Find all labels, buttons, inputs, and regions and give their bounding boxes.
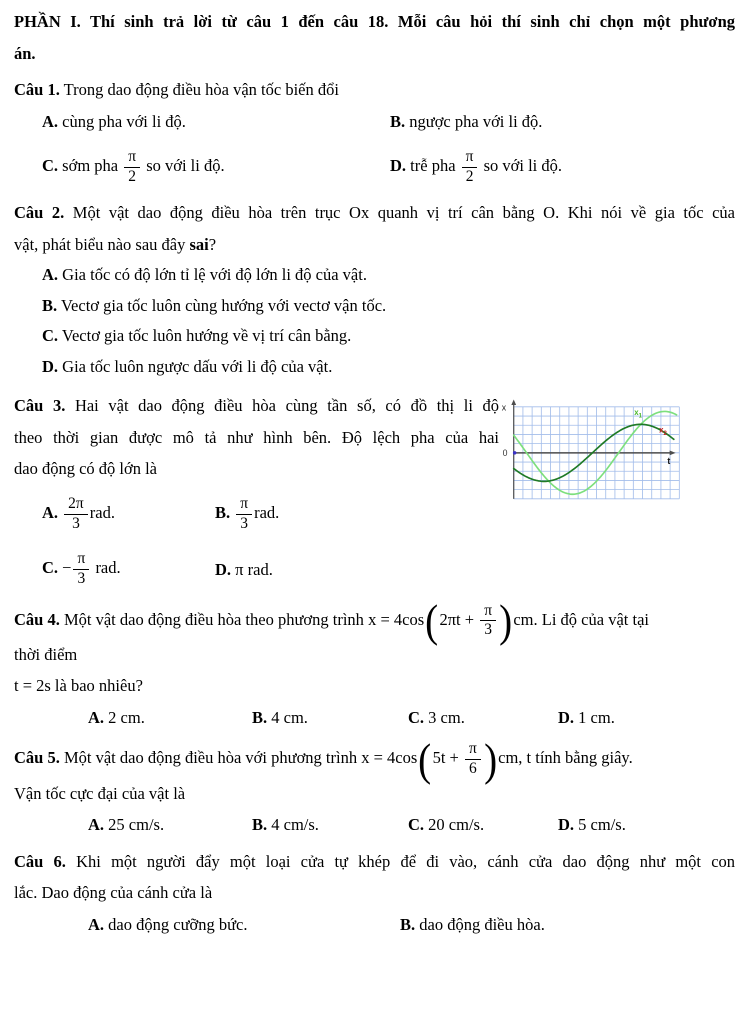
option-b <box>390 106 542 138</box>
option-text: dao động cưỡng bức. <box>108 914 248 934</box>
option-d <box>558 809 626 841</box>
option-label: A. <box>88 914 105 934</box>
option-c <box>408 809 558 841</box>
equation-inner: 5t + <box>432 748 459 768</box>
option-text: 25 cm/s. <box>108 815 165 835</box>
option-c <box>42 149 390 185</box>
option-label: D. <box>558 815 575 835</box>
question-5-line-2: Vận tốc cực đại của vật là <box>14 783 186 803</box>
question-2-line-1 <box>14 197 735 229</box>
option-b <box>215 496 279 532</box>
option-label: A. <box>88 707 105 727</box>
option-text-post: rad. <box>89 503 115 523</box>
option-text: Vectơ gia tốc luôn hướng về vị trí cân bằng. <box>61 326 352 345</box>
fraction-numerator: π <box>236 496 252 515</box>
option-text-post: rad. <box>95 558 121 578</box>
option-label: D. <box>215 559 232 579</box>
option-c <box>14 321 735 352</box>
option-d <box>215 554 273 586</box>
option-label: D. <box>390 155 407 175</box>
minus-sign: − <box>62 558 72 578</box>
question-text: Khi một người đẩy một loại cửa tự khép để đi vào, cánh cửa dao động như một con <box>76 851 736 871</box>
x-axis-label: t <box>667 455 671 466</box>
option-a <box>14 260 735 291</box>
question-3-options-ab <box>14 490 499 540</box>
option-a <box>42 496 215 532</box>
y-axis-label: x <box>501 402 507 413</box>
option-text-post: rad. <box>254 503 280 523</box>
option-label: C. <box>42 155 59 175</box>
option-text-pre: sớm pha <box>62 155 119 175</box>
header-line-2: án. <box>14 43 36 63</box>
option-text: 4 cm. <box>271 707 308 727</box>
question-4-line-3: t = 2s là bao nhiêu? <box>14 676 143 696</box>
question-text: ? <box>208 234 217 254</box>
option-text: 4 cm/s. <box>271 815 319 835</box>
fraction <box>478 603 498 639</box>
option-label: A. <box>42 503 59 523</box>
fraction-denominator: 3 <box>240 515 249 532</box>
option-label: C. <box>408 707 425 727</box>
question-1-options-ab <box>14 106 735 138</box>
question-6-line-1 <box>14 846 735 878</box>
section-header <box>14 6 735 69</box>
fraction-denominator: 3 <box>72 515 80 532</box>
option-a <box>88 909 400 941</box>
question-label: Câu 4. <box>14 609 60 629</box>
option-text: 3 cm. <box>428 707 465 727</box>
header-line-1: PHẦN I. Thí sinh trả lời từ câu 1 đến câu 18. Mỗi câu hỏi thí sinh chỉ chọn một phương <box>14 12 735 31</box>
equation-unit: cm <box>513 609 534 629</box>
option-a <box>88 702 252 734</box>
question-1-options-cd <box>14 142 735 192</box>
question-label: Câu 1. <box>14 80 60 99</box>
fraction <box>71 551 91 587</box>
option-label: D. <box>42 356 59 376</box>
question-4-line-2: thời điểm <box>14 644 78 664</box>
option-b <box>14 291 735 322</box>
option-text: 1 cm. <box>578 707 615 727</box>
option-label: C. <box>408 815 425 835</box>
option-c <box>408 702 558 734</box>
option-text: cùng pha với li độ. <box>62 111 186 131</box>
question-label: Câu 3. <box>14 396 66 415</box>
fraction-numerator: π <box>124 149 140 168</box>
option-label: A. <box>42 111 59 131</box>
question-text: tính bằng giây. <box>535 748 633 768</box>
option-d <box>390 149 562 185</box>
option-label: B. <box>390 111 406 131</box>
curve-x2-label: $x_2$ <box>659 425 667 437</box>
option-b <box>252 809 408 841</box>
option-b <box>252 702 408 734</box>
option-label: C. <box>42 326 59 345</box>
option-label: C. <box>42 558 59 578</box>
question-4-line-1 <box>14 594 735 646</box>
question-label: Câu 5. <box>14 748 60 768</box>
origin-dot <box>513 451 516 454</box>
option-text-pre: trễ pha <box>410 155 456 175</box>
question-text: Hai vật dao động điều hòa cùng tần số, có đồ thị li độ <box>74 396 500 415</box>
option-label: A. <box>88 815 105 835</box>
question-6 <box>14 846 735 941</box>
fraction-numerator: π <box>73 551 89 570</box>
question-3-line-3: dao động có độ lớn là <box>14 459 157 478</box>
question-3 <box>14 390 735 595</box>
option-text: ngược pha với li độ. <box>409 111 543 131</box>
option-label: A. <box>42 265 59 284</box>
equation: x = 4cos(2πt + $\frac{\pi}{3}$ )cm <box>368 594 534 646</box>
fraction-numerator: π <box>462 149 478 168</box>
question-1-text <box>14 74 735 106</box>
question-5-options <box>14 809 735 841</box>
question-text: Một vật dao động điều hòa trên trục Ox quanh vị trí cân bằng O. Khi nói về gia tốc của <box>72 203 736 222</box>
fraction-numerator: 2π <box>64 496 88 515</box>
question-2-line-2 <box>14 229 735 261</box>
question-3-line-2: theo thời gian được mô tả như hình bên. Độ lệch pha của hai <box>14 427 499 447</box>
y-axis-arrow <box>511 399 516 405</box>
question-6-line-2: lắc. Dao động của cánh cửa là <box>14 883 213 903</box>
fraction-denominator: 3 <box>77 570 86 587</box>
option-label: B. <box>252 815 268 835</box>
fraction-denominator: 3 <box>484 621 492 639</box>
x-axis-arrow <box>670 450 676 455</box>
question-label: Câu 2. <box>14 203 65 222</box>
question-3-figure <box>499 394 735 508</box>
fraction-numerator: π <box>465 741 481 760</box>
question-4-options <box>14 702 735 734</box>
option-text-post: so với li độ. <box>483 155 563 175</box>
question-text: Một vật dao động điều hòa theo phương trình <box>63 609 364 629</box>
waveform-figure-svg <box>499 394 683 508</box>
option-text: Gia tốc luôn ngược dấu với li độ của vật. <box>62 356 333 376</box>
question-1 <box>14 74 735 192</box>
option-d <box>558 702 615 734</box>
question-text: vật, phát biểu nào sau đây <box>14 234 190 254</box>
option-label: B. <box>42 295 58 315</box>
option-d <box>14 352 735 383</box>
fraction <box>234 496 254 532</box>
fraction-denominator: 6 <box>469 760 477 778</box>
question-text: Trong dao động điều hòa vận tốc biến đổi <box>63 80 339 99</box>
option-c <box>42 551 215 587</box>
option-text-post: so với li độ. <box>146 155 225 175</box>
option-b <box>400 909 545 941</box>
origin-label: 0 <box>502 448 508 459</box>
option-text: 20 cm/s. <box>428 815 485 835</box>
question-5-line-1 <box>14 733 735 785</box>
option-label: B. <box>400 914 416 934</box>
option-text: dao động điều hòa. <box>419 914 545 934</box>
option-text: Vectơ gia tốc luôn cùng hướng với vectơ vận tốc. <box>60 295 387 315</box>
fraction <box>122 149 142 185</box>
option-label: D. <box>558 707 575 727</box>
option-text: 2 cm. <box>108 707 145 727</box>
question-3-options-cd <box>14 545 735 595</box>
question-2 <box>14 197 735 382</box>
equation-lhs: x = 4cos <box>361 748 418 768</box>
question-text: Một vật dao động điều hòa với phương trình <box>63 748 358 768</box>
question-5 <box>14 733 735 840</box>
option-text: π rad. <box>235 559 273 579</box>
fraction-numerator: π <box>480 603 496 622</box>
option-label: B. <box>215 503 231 523</box>
equation-lhs: x = 4cos <box>368 609 425 629</box>
question-4 <box>14 594 735 734</box>
option-a <box>88 809 252 841</box>
equation: x = 4cos(5t + $\frac{\pi}{6}$ )cm, t <box>361 733 532 785</box>
option-text: 5 cm/s. <box>578 815 626 835</box>
equation-unit: cm, t <box>498 748 532 768</box>
fraction <box>460 149 480 185</box>
question-6-options <box>14 909 735 941</box>
fraction <box>62 496 90 532</box>
fraction-denominator: 2 <box>128 167 137 185</box>
option-label: B. <box>252 707 268 727</box>
option-a <box>42 106 390 138</box>
option-text: Gia tốc có độ lớn tỉ lệ với độ lớn li độ của vật. <box>62 265 367 284</box>
fraction-denominator: 2 <box>465 167 474 185</box>
equation-inner: 2πt + <box>439 609 475 629</box>
question-label: Câu 6. <box>14 851 66 871</box>
fraction <box>463 741 483 777</box>
question-text: . Li độ của vật tại <box>533 609 649 629</box>
curve-x1-label: $x_1$ <box>634 408 642 420</box>
emphasized-word: sai <box>189 234 209 254</box>
